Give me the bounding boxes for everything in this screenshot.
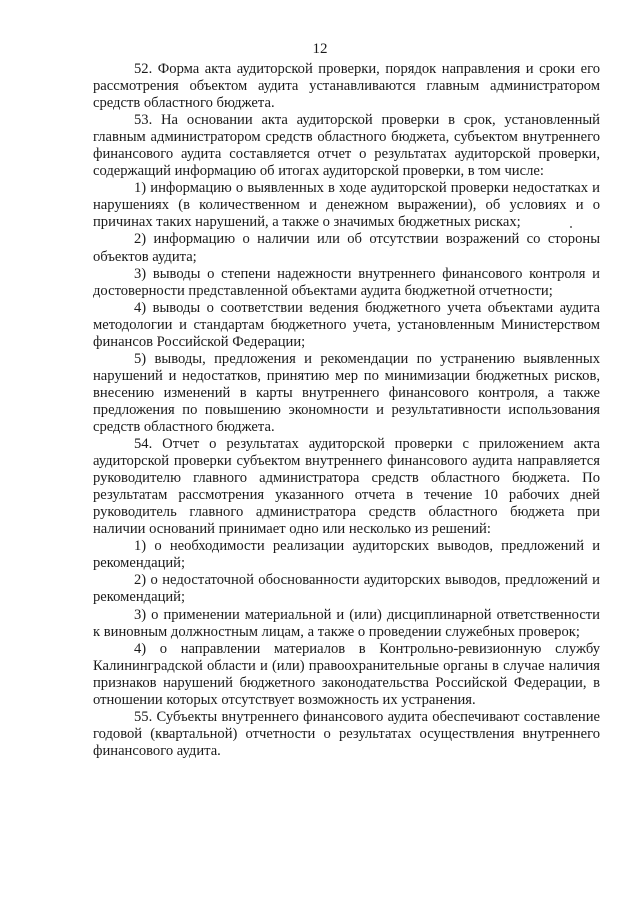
paragraph-54-item-4: 4) о направлении материалов в Контрольно-ревизионную службу Калининградской области и (или) правоохранительные органы в случае наличия признаков нарушений бюджетного законодательства Российской Федерации, в отношении которых отсутствует возможность их устранения. [93,640,600,708]
paragraph-54-item-2: 2) о недостаточной обоснованности аудиторских выводов, предложений и рекомендаций; [93,572,600,606]
paragraph-53-item-3: 3) выводы о степени надежности внутреннего финансового контроля и достоверности представленной объектами аудита бюджетной отчетности; [93,265,600,299]
page-number: 12 [312,41,328,57]
scan-speck [570,226,572,228]
paragraph-54-item-3: 3) о применении материальной и (или) дисциплинарной ответственности к виновным должностным лицам, а также о проведении служебных проверок; [93,606,600,640]
paragraph-54-item-1: 1) о необходимости реализации аудиторских выводов, предложений и рекомендаций; [93,538,600,572]
paragraph-53: 53. На основании акта аудиторской проверки в срок, установленный главным администратором средств областного бюджета, субъектом внутреннего финансового аудита составляется отчет о результатах аудиторской проверки, содержащий информацию об итогах аудиторской проверки, в том числе: [93,112,600,180]
paragraph-54: 54. Отчет о результатах аудиторской проверки с приложением акта аудиторской проверки субъектом внутреннего финансового аудита направляется руководителю главного администратора средств областного бюджета. По результатам рассмотрения указанного отчета в течение 10 рабочих дней руководитель главного администратора средств областного бюджета при наличии оснований принимает одно или несколько из решений: [93,436,600,538]
paragraph-53-item-5: 5) выводы, предложения и рекомендации по устранению выявленных нарушений и недостатков, принятию мер по минимизации бюджетных рисков, внесению изменений в карты внутреннего финансового контроля, а также предложения по повышению экономности и результативности использования средств областного бюджета. [93,350,600,435]
paragraph-52: 52. Форма акта аудиторской проверки, порядок направления и сроки его рассмотрения объектом аудита устанавливаются главным администратором средств областного бюджета. [93,61,600,112]
paragraph-53-item-2: 2) информацию о наличии или об отсутствии возражений со стороны объектов аудита; [93,231,600,265]
paragraph-55: 55. Субъекты внутреннего финансового аудита обеспечивают составление годовой (квартальной) отчетности о результатах осуществления внутреннего финансового аудита. [93,708,600,759]
paragraph-53-item-4: 4) выводы о соответствии ведения бюджетного учета объектами аудита методологии и стандартам бюджетного учета, установленным Министерством финансов Российской Федерации; [93,299,600,350]
document-body [93,61,600,760]
paragraph-53-item-1: 1) информацию о выявленных в ходе аудиторской проверки недостатках и нарушениях (в количественном и денежном выражении), об условиях и о причинах таких нарушений, а также о значимых бюджетных рисках; [93,180,600,231]
